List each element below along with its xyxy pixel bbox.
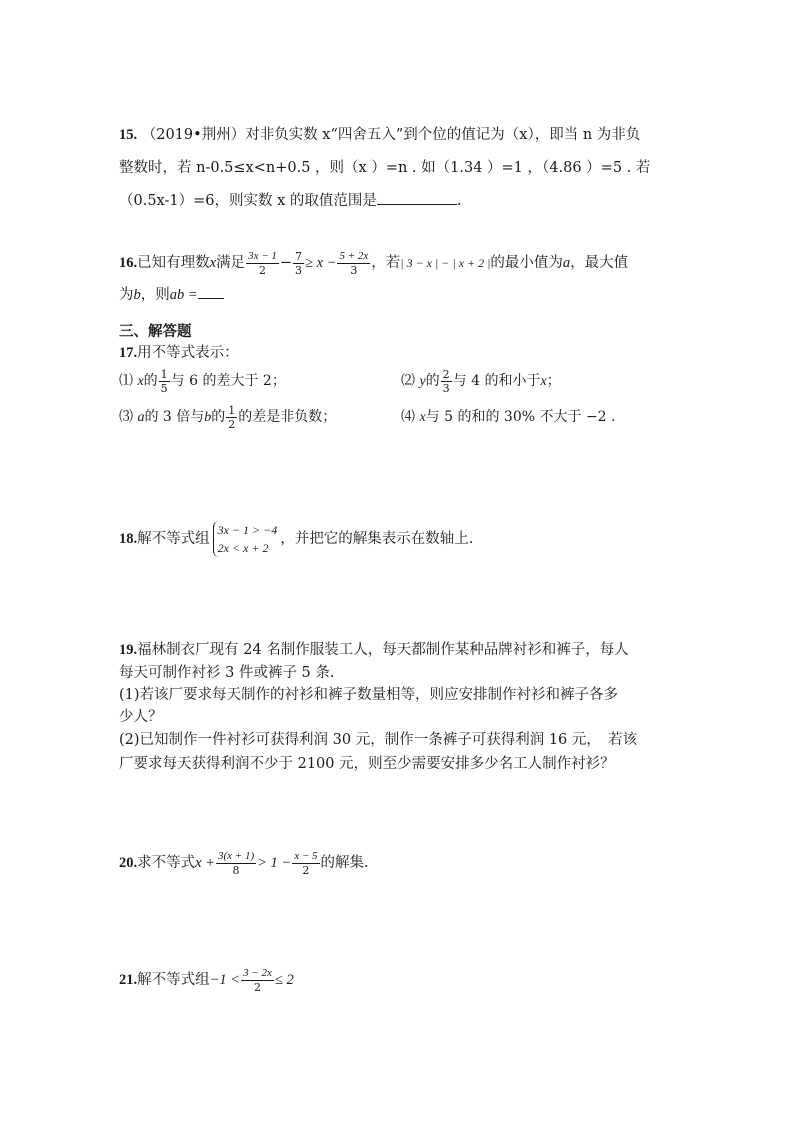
var-x: x [209, 255, 217, 271]
fraction [216, 850, 256, 877]
question-21 [119, 962, 679, 998]
fraction [337, 250, 370, 277]
q15-line-1 [119, 122, 679, 148]
q17-row-2 [119, 400, 679, 434]
q17-text: 的差是非负数； [238, 409, 337, 425]
denominator: 2 [302, 863, 310, 877]
numerator: 3 − 2x [243, 966, 272, 979]
question-number: 16. [119, 255, 138, 271]
numerator: 3x − 1 [248, 249, 277, 262]
q16-text: 的最小值为 [490, 255, 563, 271]
q20-text: 求不等式 [137, 855, 196, 871]
q18-line [119, 518, 679, 560]
inequality: ≥ x − [305, 255, 337, 271]
q16-text: 满足 [216, 255, 246, 271]
q19-line-1 [119, 638, 679, 662]
q17-title-line [119, 342, 679, 364]
expression: x + [195, 855, 215, 871]
question-18 [119, 518, 679, 560]
expression: > 1 − [257, 855, 292, 871]
q19-line-3 [119, 684, 679, 706]
numerator: 2 [442, 367, 450, 381]
q15-period: . [456, 193, 462, 209]
q17-part-4 [401, 400, 616, 435]
question-number: 18. [119, 531, 138, 547]
question-number: 17. [119, 345, 138, 361]
q17-text: 的 [143, 373, 158, 389]
question-number: 21. [119, 972, 138, 988]
q16-text: 为 [119, 287, 134, 303]
question-19 [119, 638, 679, 776]
denominator: 2 [253, 980, 261, 994]
denominator: 8 [232, 863, 240, 877]
expression: ≤ 2 [274, 972, 294, 988]
part-label: ⑶ [119, 409, 133, 425]
inequality-1: 3x − 1 > −4 [217, 523, 278, 537]
var-a: a [562, 255, 571, 271]
q15-line-2 [119, 155, 679, 181]
fraction [159, 368, 170, 395]
q20-text: 的解集. [320, 855, 369, 871]
answer-blank [377, 190, 457, 205]
q17-text: ； [546, 373, 561, 389]
q16-line-1 [119, 246, 679, 280]
q16-text: ，则 [140, 287, 170, 303]
q19-text: (1)若该厂要求每天制作的衬衫和裤子数量相等，则应安排制作衬衫和裤子各多 [119, 687, 619, 703]
q17-row-1 [119, 364, 679, 398]
q15-line-3 [119, 188, 679, 214]
inequality-system [213, 521, 278, 557]
q17-part-3 [119, 403, 337, 431]
var-x: x [137, 374, 144, 389]
q19-line-6 [119, 752, 679, 776]
var-b: b [204, 410, 212, 425]
q16-text: ，最大值 [570, 255, 629, 271]
inequality-2: 2x < x + 2 [217, 541, 269, 555]
q17-title: 用不等式表示： [137, 345, 239, 361]
question-17 [119, 342, 679, 434]
q16-text: 已知有理数 [137, 255, 210, 271]
part-label: ⑵ [401, 373, 415, 389]
question-16 [119, 246, 679, 308]
q19-text: (2)已知制作一件衬衫可获得利润 30 元，制作一条裤子可获得利润 16 元， 若该 [119, 732, 638, 748]
denominator: 3 [295, 263, 303, 277]
q19-line-2 [119, 662, 679, 684]
abs-expression: | 3 − x | − | x + 2 | [400, 256, 491, 270]
part-label: ⑴ [119, 373, 133, 389]
q18-text: 解不等式组 [137, 531, 210, 547]
q17-text: 的 [425, 373, 440, 389]
numerator: 1 [228, 403, 236, 417]
numerator: 3(x + 1) [217, 849, 255, 862]
numerator: 5 + 2x [339, 249, 369, 262]
denominator: 2 [228, 417, 236, 431]
var-a: a [137, 410, 145, 425]
q19-text: 每天可制作衬衫 3 件或裤子 5 条. [119, 665, 335, 681]
fraction [292, 850, 319, 877]
numerator: x − 5 [294, 849, 318, 862]
q21-text: 解不等式组 [137, 972, 210, 988]
denominator: 3 [350, 263, 358, 277]
fraction [226, 404, 237, 431]
q16-line-2 [119, 282, 679, 308]
denominator: 5 [160, 381, 168, 395]
fraction [293, 250, 304, 277]
q19-text: 福林制衣厂现有 24 名制作服装工人，每天都制作某种品牌衬衫和裤子，每人 [137, 642, 629, 658]
question-number: 15. [119, 127, 138, 143]
product-ab: ab = [169, 287, 198, 303]
q17-text: 与 5 的和的 30% 不大于 −2 . [425, 409, 616, 425]
fraction [246, 250, 279, 277]
fraction [441, 368, 452, 395]
q20-line [119, 845, 679, 881]
q18-text: ，并把它的解集表示在数轴上. [280, 531, 474, 547]
q19-line-4 [119, 706, 679, 728]
q15-text-2: 整数时，若 n-0.5≤x<n+0.5 ，则（x ）=n . 如（1.34 ）=1 ，（4.86 ）=5 . 若 [119, 160, 651, 176]
minus-sign: − [279, 255, 293, 271]
q17-text: 与 6 的差大于 2； [170, 373, 286, 389]
var-b: b [133, 287, 141, 303]
q19-text: 厂要求每天获得利润不少于 2100 元，则至少需要安排多少名工人制作衬衫？ [119, 756, 615, 772]
q17-text: 的 3 倍与 [144, 409, 205, 425]
var-x: x [540, 374, 547, 389]
section-3 [119, 321, 679, 343]
question-20 [119, 845, 679, 881]
q15-text-1: （2019•荆州）对非负实数 x“四舍五入”到个位的值记为（x），即当 n 为非负 [141, 127, 641, 143]
denominator: 2 [258, 263, 266, 277]
q19-line-5 [119, 728, 679, 752]
question-number: 19. [119, 642, 138, 658]
q17-text: 与 4 的和小于 [452, 373, 541, 389]
question-number: 20. [119, 855, 138, 871]
q21-line [119, 962, 679, 998]
question-15 [119, 122, 679, 214]
q16-text: ，若 [371, 255, 401, 271]
section-title: 三、解答题 [119, 324, 192, 340]
var-x: x [419, 410, 426, 425]
q17-part-1 [119, 367, 286, 395]
fraction [241, 967, 274, 994]
q17-part-2 [401, 364, 561, 399]
denominator: 3 [442, 381, 450, 395]
var-y: y [419, 374, 426, 389]
q17-text: 的 [211, 409, 226, 425]
q19-text: 少人？ [119, 709, 163, 725]
q15-text-3: （0.5x-1）=6，则实数 x 的取值范围是 [119, 193, 377, 209]
numerator: 7 [295, 249, 303, 263]
numerator: 1 [160, 367, 168, 381]
answer-blank [198, 284, 224, 299]
expression: −1 < [209, 972, 241, 988]
part-label: ⑷ [401, 409, 415, 425]
